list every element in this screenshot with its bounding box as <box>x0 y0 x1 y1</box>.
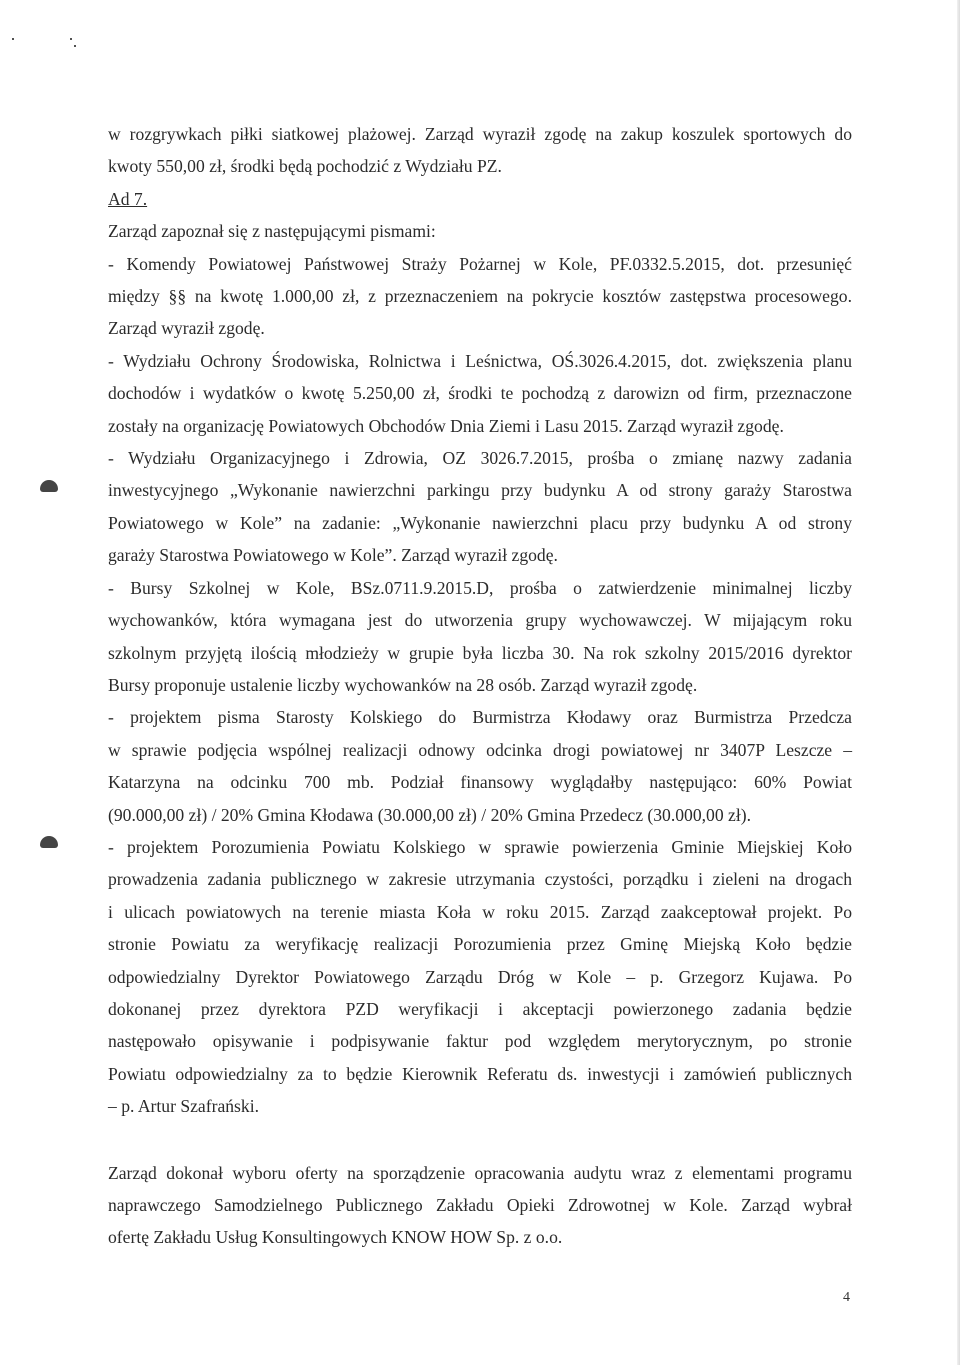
item-school-dormitory <box>108 572 852 702</box>
text-line: - projektem pisma Starosty Kolskiego do Burmistrza Kłodawy oraz Burmistrza Przedcza <box>108 707 852 728</box>
text-line: garaży Starostwa Powiatowego w Kole”. Zarząd wyraził zgodę. <box>108 545 558 566</box>
text-line: Powiatowego w Kole” na zadanie: „Wykonanie nawierzchni placu przy budynku A od strony <box>108 512 852 533</box>
paragraph-volleyball <box>108 118 852 183</box>
scan-speck <box>12 38 14 40</box>
paragraph-spacer <box>108 1123 852 1157</box>
text-line: - Wydziału Ochrony Środowiska, Rolnictwa i Leśnictwa, OŚ.3026.4.2015, dot. zwiększenia planu <box>108 350 852 371</box>
text-line: naprawczego Samodzielnego Publicznego Zakładu Opieki Zdrowotnej w Kole. Zarząd wybrał <box>108 1195 852 1215</box>
text-line: - Bursy Szkolnej w Kole, BSz.0711.9.2015.D, prośba o zatwierdzenie minimalnej liczby <box>108 577 852 598</box>
text-line: dokonanej przez dyrektora PZD weryfikacji i akceptacji powierzonego zadania będzie <box>108 998 852 1019</box>
text-line: następowało opisywanie i podpisywanie faktur pod względem merytorycznym, po stronie <box>108 1031 852 1052</box>
text-line: ofertę Zakładu Usług Konsultingowych KNOW HOW Sp. z o.o. <box>108 1227 563 1248</box>
text-line: między §§ na kwotę 1.000,00 zł, z przeznaczeniem na pokrycie kosztów zastępstwa procesowego. <box>108 286 852 307</box>
text-line: wychowanków, która wymagana jest do utworzenia grupy wychowawczej. W mijającym roku <box>108 610 852 631</box>
item-agreement-kolo <box>108 831 852 1123</box>
text-line: - Komendy Powiatowej Państwowej Straży Pożarnej w Kole, PF.0332.5.2015, dot. przesunięć <box>108 253 852 274</box>
text-line: i ulicach powiatowych na terenie miasta Koła w roku 2015. Zarząd zaakceptował projekt. Po <box>108 901 852 922</box>
document-body <box>108 118 852 1254</box>
text-line: - Wydziału Organizacyjnego i Zdrowia, OZ 3026.7.2015, prośba o zmianę nazwy zadania <box>108 448 852 469</box>
page-number: 4 <box>843 1290 850 1305</box>
text-line: prowadzenia zadania publicznego w zakresie utrzymania czystości, porządku i zieleni na drogach <box>108 869 852 890</box>
text-line: Zarząd dokonał wyboru oferty na sporządzenie opracowania audytu wraz z elementami programu <box>108 1162 852 1183</box>
text-line: Powiatu odpowiedzialny za to będzie Kierownik Referatu ds. inwestycji i zamówień publicznych <box>108 1063 852 1084</box>
text-line: - projektem Porozumienia Powiatu Kolskiego w sprawie powierzenia Gminie Miejskiej Koło <box>108 836 852 857</box>
item-road-project-letter <box>108 701 852 831</box>
scan-speck <box>70 38 72 40</box>
item-organizational-dept <box>108 442 852 572</box>
text-line: Katarzyna na odcinku 700 mb. Podział finansowy wyglądałby następująco: 60% Powiat <box>108 772 852 793</box>
text-line: kwoty 550,00 zł, środki będą pochodzić z Wydziału PZ. <box>108 156 502 177</box>
text-line: w sprawie podjęcia wspólnej realizacji odnowy odcinka drogi powiatowej nr 3407P Leszcze – <box>108 739 852 760</box>
text-line: odpowiedzialny Dyrektor Powiatowego Zarządu Dróg w Kole – p. Grzegorz Kujawa. Po <box>108 966 852 987</box>
text-line: stronie Powiatu za weryfikację realizacji Porozumienia przez Gminę Miejską Koło będzie <box>108 934 852 955</box>
text-line: w rozgrywkach piłki siatkowej plażowej. Zarząd wyraził zgodę na zakup koszulek sportowych do <box>108 124 852 144</box>
punch-hole-mark <box>40 836 58 848</box>
item-environment-dept <box>108 345 852 442</box>
punch-hole-mark <box>40 480 58 492</box>
text-line: dochodów i wydatków o kwotę 5.250,00 zł, środki te pochodzą z darowizn od firm, przeznaczone <box>108 383 852 404</box>
paragraph-letters-intro <box>108 215 852 247</box>
scan-speck <box>74 45 76 47</box>
paragraph-audit-offer <box>108 1157 852 1254</box>
text-line: Zarząd zapoznał się z następującymi pismami: <box>108 221 436 242</box>
text-line: szkolnym przyjętą ilością młodzieży w grupie była liczba 30. Na rok szkolny 2015/2016 dyrektor <box>108 642 852 663</box>
text-line: (90.000,00 zł) / 20% Gmina Kłodawa (30.000,00 zł) / 20% Gmina Przedecz (30.000,00 zł). <box>108 804 751 825</box>
item-fire-brigade <box>108 248 852 345</box>
text-line: – p. Artur Szafrański. <box>108 1096 259 1117</box>
text-line: Bursy proponuje ustalenie liczby wychowanków na 28 osób. Zarząd wyraził zgodę. <box>108 674 698 695</box>
text-line: zostały na organizację Powiatowych Obchodów Dnia Ziemi i Lasu 2015. Zarząd wyraził zgodę. <box>108 415 784 436</box>
agenda-item-heading: Ad 7. <box>108 188 148 209</box>
text-line: Zarząd wyraził zgodę. <box>108 318 265 339</box>
section-heading-ad7 <box>108 183 852 215</box>
text-line: inwestycyjnego „Wykonanie nawierzchni parkingu przy budynku A od strony garaży Starostwa <box>108 480 852 501</box>
